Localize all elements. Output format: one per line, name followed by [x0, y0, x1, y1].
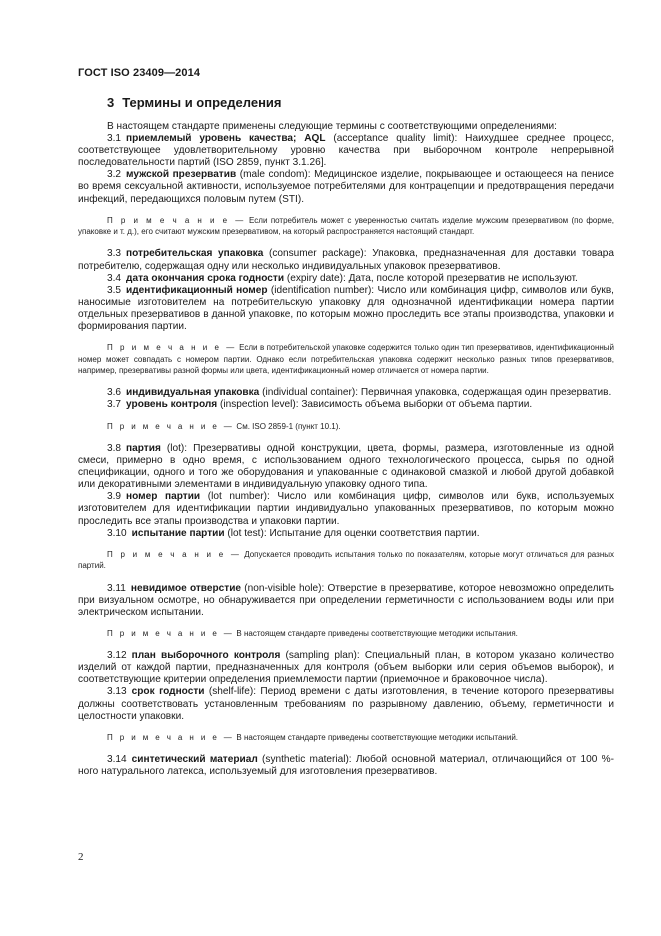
term-3-10: 3.10 испытание партии (lot test): Испытание для оценки соответствия партии. — [107, 527, 480, 539]
term-3-13: 3.13 срок годности (shelf-life): Период времени с даты изготовления, в течение которого презервативы должны соответствовать установленным требованиям по разрывному давлению, объему, герметичности и целостности упаковки. — [78, 686, 615, 722]
section-title: Термины и определения — [122, 95, 282, 110]
intro-paragraph: В настоящем стандарте применены следующие термины с соответствующими определениями: — [107, 121, 557, 132]
term-3-6: 3.6 индивидуальная упаковка (individual container): Первичная упаковка, содержащая один презерватив. — [107, 387, 612, 399]
term-3-4: 3.4 дата окончания срока годности (expiry date): Дата, после которой презерватив не используют. — [107, 272, 578, 284]
term-3-12: 3.12 план выборочного контроля (sampling plan): Специальный план, в котором указано количество изделий от каждой партии, предназначенных для контроля (объем выборки или серия объемов выборок), и соответствующие критерии определения приемлемости партии (приемочное и браковочное числа). — [78, 650, 614, 686]
term-3-8: 3.8 партия (lot): Презервативы одной конструкции, цвета, формы, размера, изготовленные из одной смеси, примерно в одно время, с использованием одного технологического процесса, сырья по одной спецификации, одного и того же оборудования и упакованные с одинаковой смазкой и любой другой добавкой или декоративными элементами в индивидуальную упаковку одного типа. — [78, 442, 614, 491]
section-heading — [107, 95, 282, 110]
term-3-5: 3.5 идентификационный номер (identification number): Число или комбинация цифр, символов или букв, наносимые изготовителем на потребительскую упаковку для однозначной идентификации номера партии отдельных презервативов в данной упаковке, по которым можно проследить все этапы производства, упаковки и формирования партии. — [78, 284, 614, 333]
page-number: 2 — [78, 851, 84, 863]
note-4: П р и м е ч а н и е — Допускается проводить испытания только по показателям, которые могут отличаться для разных партий. — [78, 549, 614, 571]
document-code: ГОСТ ISO 23409—2014 — [78, 67, 201, 79]
term-3-11: 3.11 невидимое отверстие (non-visible hole): Отверстие в презервативе, которое невозможно определить при визуальном осмотре, но обнаруживается при определении герметичности с использованием воды или при электрическом испытании. — [78, 582, 614, 618]
section-number: 3 — [107, 95, 115, 110]
term-3-3: 3.3 потребительская упаковка (consumer package): Упаковка, предназначенная для доставки товара потребителю, содержащая одну или несколько индивидуальных упаковок презервативов. — [78, 248, 615, 272]
note-3: П р и м е ч а н и е — См. ISO 2859-1 (пункт 10.1). — [107, 421, 341, 431]
term-3-2: 3.2 мужской презерватив (male condom): Медицинское изделие, покрывающее и остающееся на пенисе во время сексуальной активности, используемое потребителями для контрацепции и предотвращения передачи инфекций, передающихся половым путем (STI). — [78, 169, 614, 205]
term-3-7: 3.7 уровень контроля (inspection level): Зависимость объема выборки от объема партии. — [107, 399, 533, 411]
note-1: П р и м е ч а н и е — Если потребитель может с уверенностью считать изделие мужским презервативом (по форме, упаковке и т. д.), его считают мужским презервативом, на который распространяется настоящий стандарт. — [78, 215, 614, 237]
note-6: П р и м е ч а н и е — В настоящем стандарте приведены соответствующие методики испытаний. — [107, 732, 519, 742]
term-3-9: 3.9 номер партии (lot number): Число или комбинация цифр, символов или букв, используемых изготовителем для идентификации партии индивидуально упакованных презервативов, по которым можно проследить все этапы производства и упаковки партии. — [78, 491, 614, 527]
term-3-1: 3.1 приемлемый уровень качества; AQL (acceptance quality limit): Наихудшее среднее процесс, соответствующее удовлетворительному уровню качества при выборочном контроле непрерывной последовательности партий (ISO 2859, пункт 3.1.26]. — [78, 133, 614, 169]
document-body — [78, 121, 614, 778]
note-5: П р и м е ч а н и е — В настоящем стандарте приведены соответствующие методики испытания. — [107, 628, 518, 638]
note-2: П р и м е ч а н и е — Если в потребительской упаковке содержится только один тип презервативов, идентификационный номер может совпадать с номером партии. Однако если потребительская упаковка содержит несколько разных типов презервативов, например, презервативы разной формы или цвета, идентификационный номер отличается от номера партии. — [78, 343, 614, 375]
term-3-14: 3.14 синтетический материал (synthetic material): Любой основной материал, отличающийся от 100 %-ного натурального латекса, используемый для изготовления презервативов. — [78, 754, 615, 778]
